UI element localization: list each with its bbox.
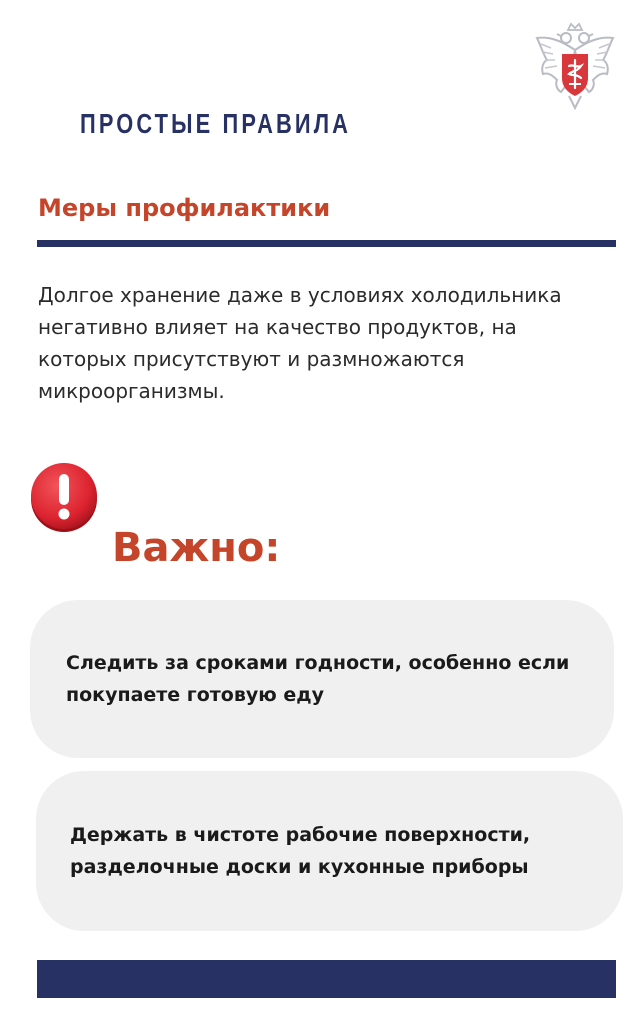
- tip-card-2: [36, 771, 623, 931]
- page-title: ПРОСТЫЕ ПРАВИЛА: [80, 108, 352, 139]
- tip-card-1: [30, 600, 614, 758]
- section-title: Меры профилактики: [38, 194, 331, 222]
- exclamation-circle-icon: [28, 461, 100, 535]
- important-heading: Важно:: [112, 525, 281, 571]
- footer-bar: [37, 960, 616, 998]
- tip-card-text: Держать в чистоте рабочие поверхности, разделочные доски и кухонные приборы: [70, 824, 531, 878]
- lead-paragraph: Долгое хранение даже в условиях холодильника негативно влияет на качество продуктов, на которых присутствуют и размножаются микроорганизмы.: [38, 283, 562, 403]
- tip-card-text: Следить за сроками годности, особенно если покупаете готовую еду: [66, 652, 570, 706]
- eagle-emblem-icon: [533, 20, 617, 112]
- section-divider: [37, 240, 616, 247]
